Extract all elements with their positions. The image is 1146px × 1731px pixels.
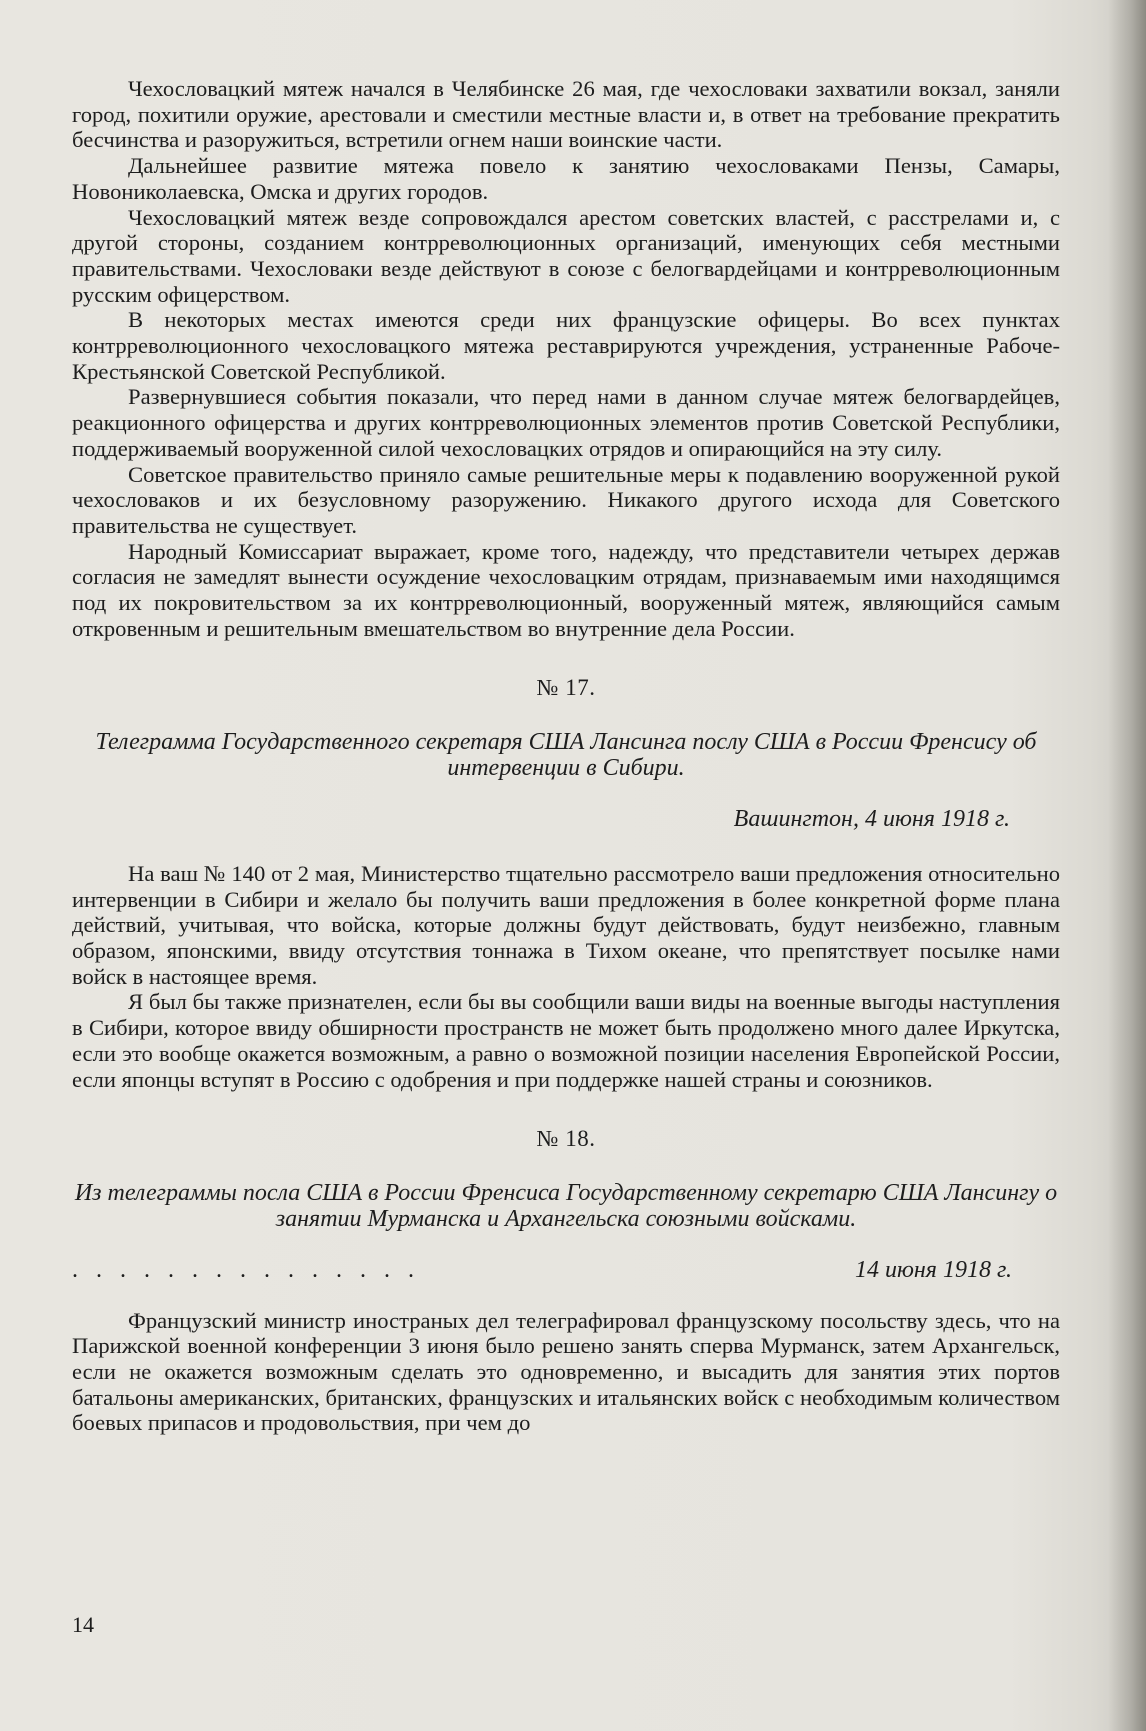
body-paragraph: Дальнейшее развитие мятежа повело к занятию чехословаками Пензы, Самары, Новониколаевска, Омска и других городов.: [72, 153, 1060, 204]
page-gutter-shadow: [1108, 0, 1146, 1731]
document-heading-18: Из телеграммы посла США в России Френсиса Государственному секретарю США Лансингу о занятии Мурманска и Архангельска союзными войсками.: [74, 1179, 1058, 1232]
body-paragraph: Чехословацкий мятеж везде сопровождался арестом советских властей, с расстрелами и, с другой стороны, созданием контрреволюционных организаций, именующих себя местными правительствами. Чехословаки везде действуют в союзе с белогвардейцами и контрреволюционным русским офицерством.: [72, 204, 1060, 307]
body-paragraph: Советское правительство приняло самые решительные меры к подавлению вооруженной рукой чехословаков и их безусловному разоружению. Никакого другого исхода для Советского правительства не существует.: [72, 461, 1060, 538]
body-paragraph: Развернувшиеся события показали, что перед нами в данном случае мятеж белогвардейцев, реакционного офицерства и других контрреволюционных элементов против Советской Республики, поддерживаемый вооруженной силой чехословацких отрядов и опирающийся на эту силу.: [72, 384, 1060, 461]
body-paragraph: Чехословацкий мятеж начался в Челябинске 26 мая, где чехословаки захватили вокзал, заняли город, похитили оружие, арестовали и сместили местные власти и, в ответ на требование прекратить бесчинства и разоружиться, встретили огнем наши воинские части.: [72, 76, 1060, 153]
document-date-17: Вашингтон, 4 июня 1918 г.: [733, 806, 1010, 833]
body-paragraph: Я был бы также признателен, если бы вы сообщили ваши виды на военные выгоды наступления в Сибири, которое ввиду обширности пространств не может быть продолжено много далее Иркутска, если это вообще окажется возможным, а равно о возможной позиции населения Европейской России, если японцы вступят в Россию с одобрения и при поддержке нашей страны и союзников.: [72, 989, 1060, 1092]
document-heading-17: Телеграмма Государственного секретаря США Лансинга послу США в России Френсису об интервенции в Сибири.: [95, 729, 1037, 782]
body-paragraph: В некоторых местах имеются среди них французские офицеры. Во всех пунктах контрреволюционного чехословацкого мятежа реставрируются учреждения, устраненные Рабоче-Крестьянской Советской Республикой.: [72, 307, 1060, 384]
body-paragraph: Народный Комиссариат выражает, кроме того, надежду, что представители четырех держав согласия не замедлят вынести осуждение чехословацким отрядам, признаваемым ими находящимся под их покровительством за их контрреволюционный, вооруженный мятеж, являющийся самым откровенным и решительным вмешательством во внутренние дела России.: [72, 538, 1060, 641]
document-date-18: 14 июня 1918 г.: [854, 1256, 1012, 1283]
page-content: [72, 76, 1060, 1436]
page-number: 14: [72, 1612, 94, 1637]
body-paragraph: На ваш № 140 от 2 мая, Министерство тщательно рассмотрело ваши предложения относительно интервенции в Сибири и желало бы получить ваши предложения в более конкретной форме плана действий, учитывая, что войска, которые должны будут действовать, будут неизбежно, главным образом, японскими, ввиду отсутствия тоннажа в Тихом океане, что препятствует посылке нами войск в настоящее время.: [72, 860, 1060, 989]
document-number-18: № 18.: [536, 1126, 596, 1152]
document-date-row-18: [72, 1258, 1012, 1284]
body-paragraph: Французский министр иностраных дел телеграфировал французскому посольству здесь, что на Парижской военной конференции 3 июня было решено занять сперва Мурманск, затем Архангельск, если не окажется возможным сделать это одновременно, и высадить для занятия этих портов батальоны американских, британских, французских и итальянских войск с необходимым количеством боевых припасов и продовольствия, при чем до: [72, 1307, 1060, 1436]
omission-dots: . . . . . . . . . . . . . . .: [72, 1256, 420, 1283]
document-number-17: № 17.: [536, 675, 596, 701]
